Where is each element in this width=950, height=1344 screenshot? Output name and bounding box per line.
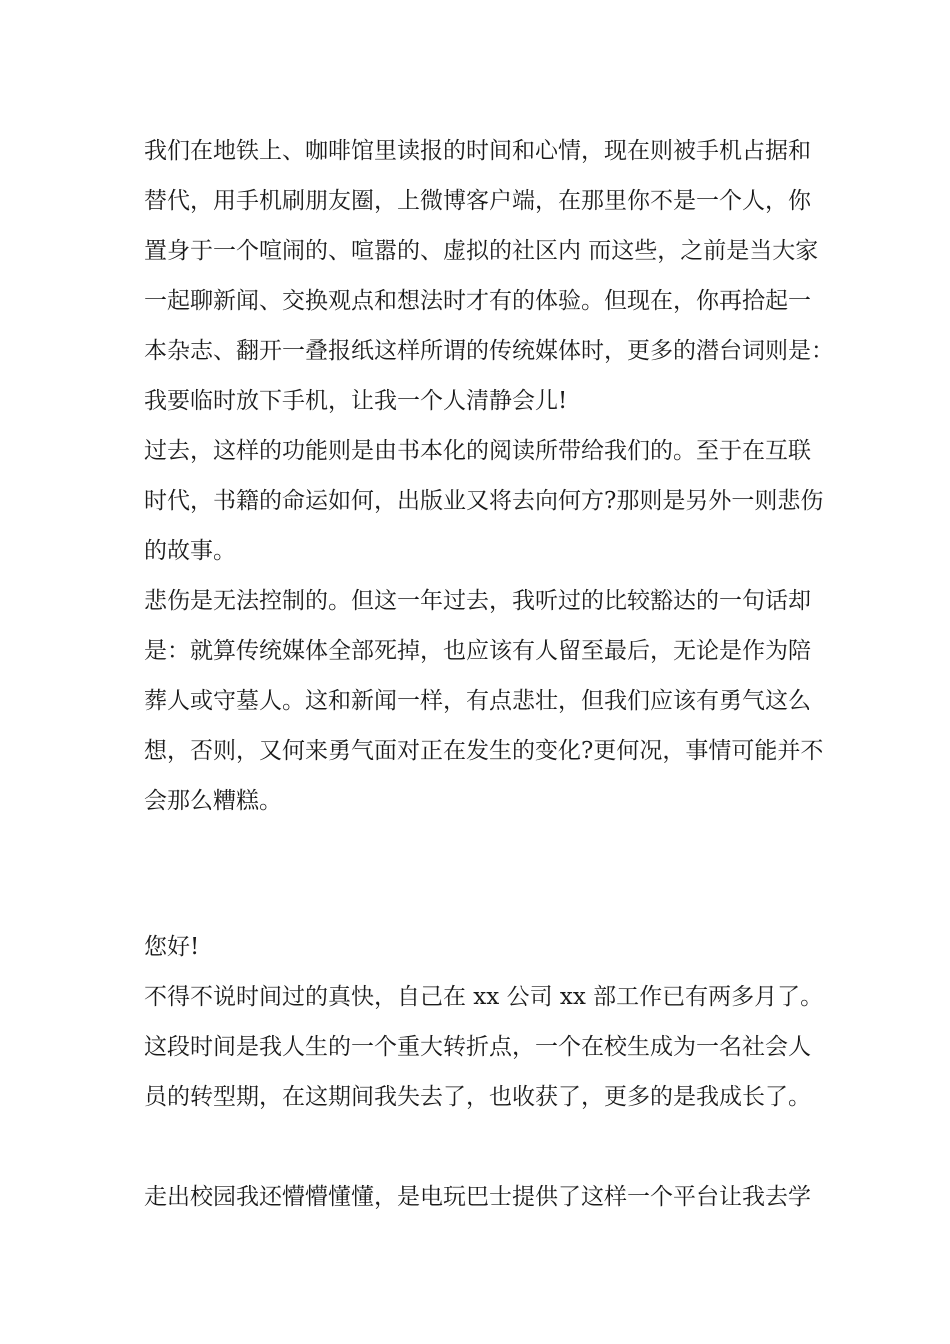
text-line: 本杂志、翻开一叠报纸这样所谓的传统媒体时，更多的潜台词则是： [144, 338, 834, 364]
text-line: 您好! [144, 934, 200, 960]
text-line: 时代，书籍的命运如何，出版业又将去向何方?那则是另外一则悲伤 [144, 488, 824, 514]
text-line: 这段时间是我人生的一个重大转折点，一个在校生成为一名社会人 [144, 1034, 811, 1060]
text-line: 的故事。 [144, 538, 236, 564]
text-line: 会那么糟糕。 [144, 788, 282, 814]
text-line: 替代，用手机刷朋友圈，上微博客户端，在那里你不是一个人，你 [144, 188, 811, 214]
text-line: 悲伤是无法控制的。但这一年过去，我听过的比较豁达的一句话却 [144, 588, 811, 614]
text-line: 走出校园我还懵懵懂懂，是电玩巴士提供了这样一个平台让我去学 [144, 1184, 811, 1210]
text-line: 我们在地铁上、咖啡馆里读报的时间和心情，现在则被手机占据和 [144, 138, 811, 164]
text-line: 过去，这样的功能则是由书本化的阅读所带给我们的。至于在互联 [144, 438, 811, 464]
text-line: 员的转型期，在这期间我失去了，也收获了，更多的是我成长了。 [144, 1084, 811, 1110]
text-line: 我要临时放下手机，让我一个人清静会儿! [144, 388, 568, 414]
text-line: 一起聊新闻、交换观点和想法时才有的体验。但现在，你再拾起一 [144, 288, 811, 314]
text-line: 置身于一个喧闹的、喧嚣的、虚拟的社区内 而这些，之前是当大家 [144, 238, 819, 264]
text-line: 是：就算传统媒体全部死掉，也应该有人留至最后，无论是作为陪 [144, 638, 811, 664]
text-line: 想，否则，又何来勇气面对正在发生的变化?更何况，事情可能并不 [144, 738, 824, 764]
text-line: 葬人或守墓人。这和新闻一样，有点悲壮，但我们应该有勇气这么 [144, 688, 811, 714]
text-line: 不得不说时间过的真快，自己在 xx 公司 xx 部工作已有两多月了。 [144, 984, 824, 1010]
